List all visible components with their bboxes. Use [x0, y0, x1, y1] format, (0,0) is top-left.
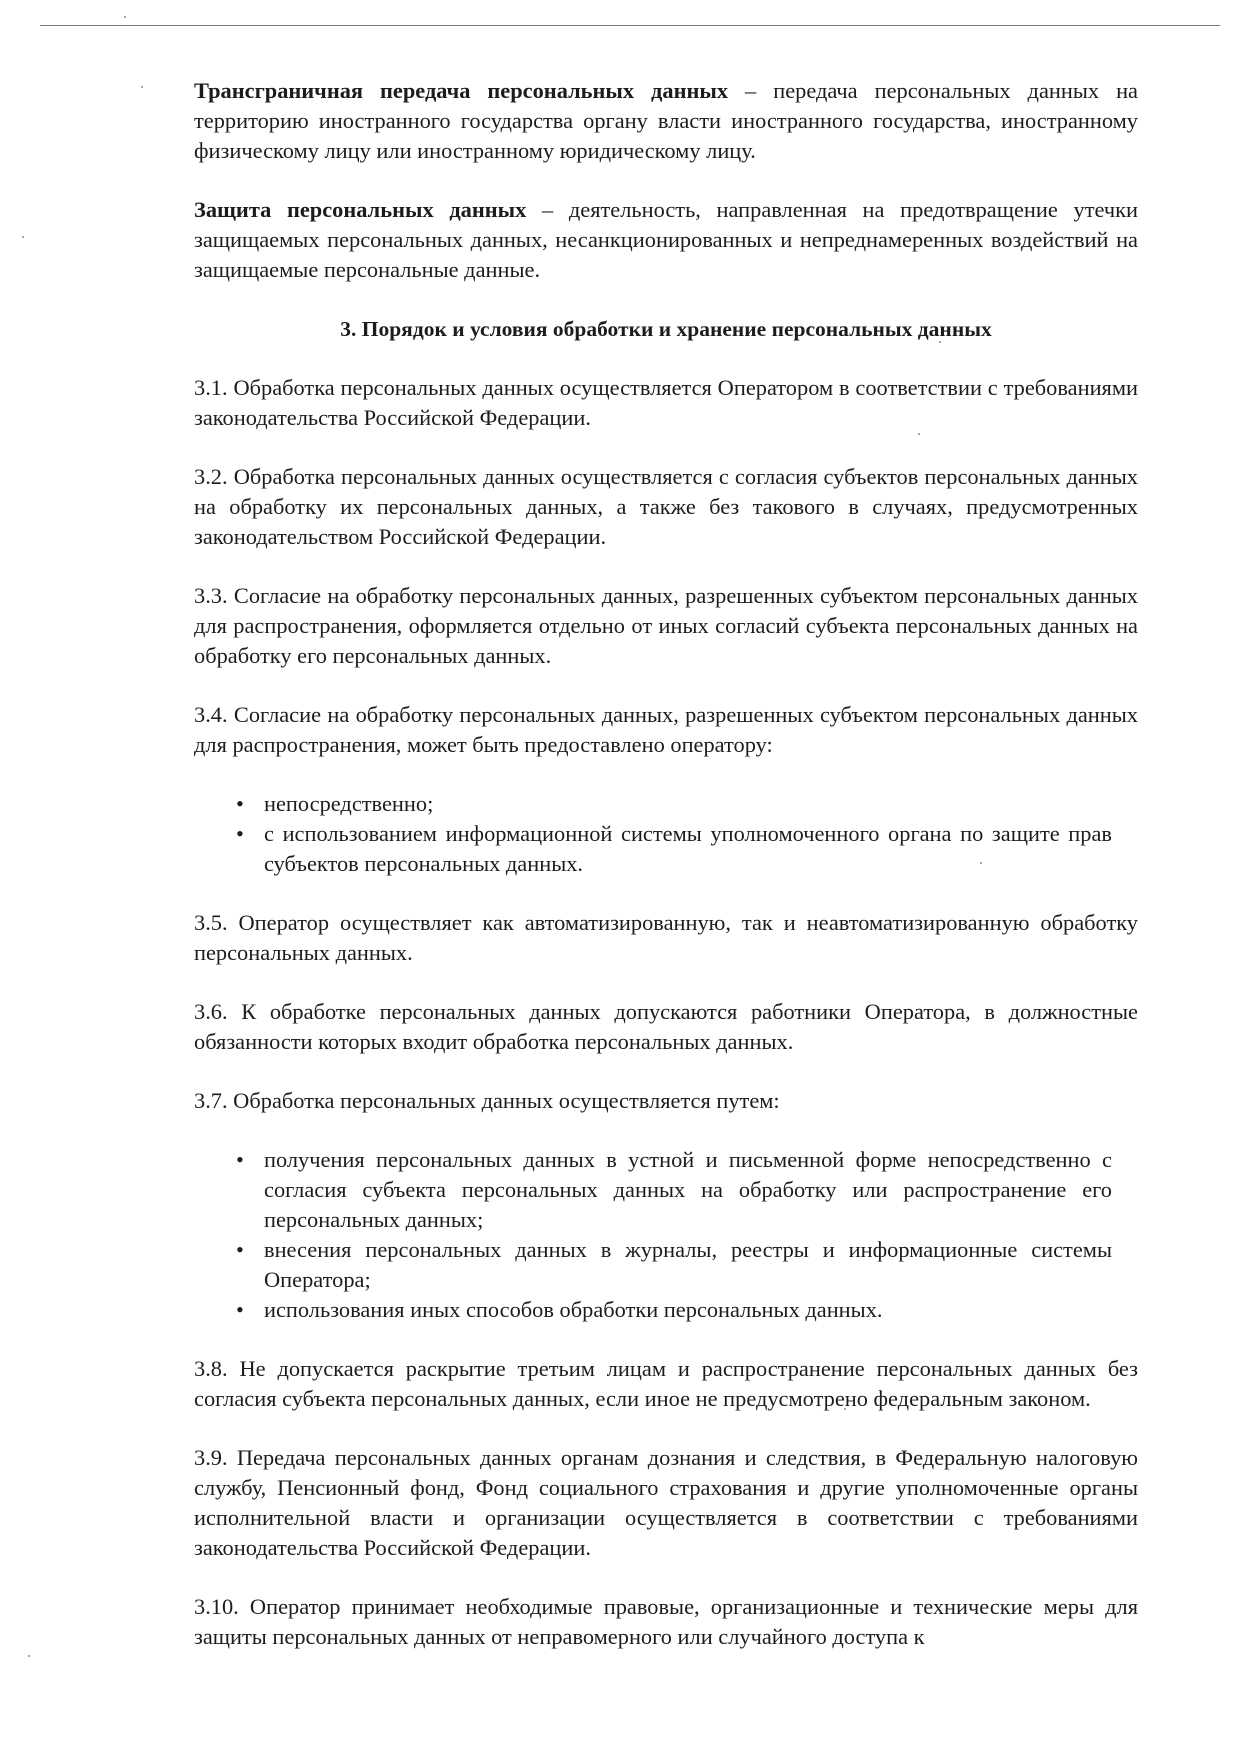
clause-3-1: 3.1. Обработка персональных данных осуществляется Оператором в соответствии с требованиями законодательства Российской Федерации. — [194, 375, 1138, 430]
section-heading: 3. Порядок и условия обработки и хранение персональных данных — [340, 317, 992, 341]
clause-3-2: 3.2. Обработка персональных данных осуществляется с согласия субъектов персональных данных на обработку их персональных данных, а также без такового в случаях, предусмотренных законодательством Российской Федерации. — [194, 464, 1138, 549]
scan-top-border — [40, 25, 1220, 26]
clause-3-5: 3.5. Оператор осуществляет как автоматизированную, так и неавтоматизированную обработку персональных данных. — [194, 910, 1138, 965]
clause-3-4: 3.4. Согласие на обработку персональных данных, разрешенных субъектом персональных данных для распространения, может быть предоставлено оператору: — [194, 702, 1138, 757]
scan-speck — [124, 16, 126, 18]
clause-3-8: 3.8. Не допускается раскрытие третьим лицам и распространение персональных данных без согласия субъекта персональных данных, если иное не предусмотрено федеральным законом. — [194, 1356, 1138, 1411]
document-page — [194, 76, 1138, 1652]
clause-3-10: 3.10. Оператор принимает необходимые правовые, организационные и технические меры для защиты персональных данных от неправомерного или случайного доступа к — [194, 1594, 1138, 1649]
scan-speck — [141, 86, 143, 88]
list-item: • получения персональных данных в устной и письменной форме непосредственно с согласия субъекта персональных данных на обработку или распространение его персональных данных; — [236, 1145, 1112, 1235]
scan-speck — [22, 236, 24, 238]
list-item: • с использованием информационной системы уполномоченного органа по защите прав субъектов персональных данных. — [236, 819, 1112, 879]
list-item: • использования иных способов обработки персональных данных. — [236, 1295, 1112, 1325]
definition-data-protection — [194, 195, 1138, 285]
scan-speck — [28, 1655, 30, 1657]
definition-text: – деятельность, направленная на предотвращение утечки защищаемых персональных данных, несанкционированных и непреднамеренных воздействий на защищаемые персональные данные. — [194, 197, 1138, 282]
clause-3-9: 3.9. Передача персональных данных органам дознания и следствия, в Федеральную налоговую службу, Пенсионный фонд, Фонд социального страхования и другие уполномоченные органы исполнительной власти и организации осуществляется в соответствии с требованиями законодательства Российской Федерации. — [194, 1445, 1138, 1560]
clause-3-7: 3.7. Обработка персональных данных осуществляется путем: — [194, 1088, 780, 1113]
clause-3-3: 3.3. Согласие на обработку персональных данных, разрешенных субъектом персональных данных для распространения, оформляется отдельно от иных согласий субъекта персональных данных на обработку его персональных данных. — [194, 583, 1138, 668]
clause-3-6: 3.6. К обработке персональных данных допускаются работники Оператора, в должностные обязанности которых входит обработка персональных данных. — [194, 999, 1138, 1054]
definition-text: – передача персональных данных на территорию иностранного государства органу власти иностранного государства, иностранному физическому лицу или иностранному юридическому лицу. — [194, 78, 1138, 163]
list-item: • непосредственно; — [236, 789, 1112, 819]
clause-3-7-list — [194, 1145, 1112, 1325]
list-item: • внесения персональных данных в журналы, реестры и информационные системы Оператора; — [236, 1235, 1112, 1295]
definition-term: Защита персональных данных — [194, 197, 527, 222]
definition-term: Трансграничная передача персональных данных — [194, 78, 729, 103]
clause-3-4-list — [194, 789, 1112, 879]
definition-cross-border-transfer — [194, 76, 1138, 166]
